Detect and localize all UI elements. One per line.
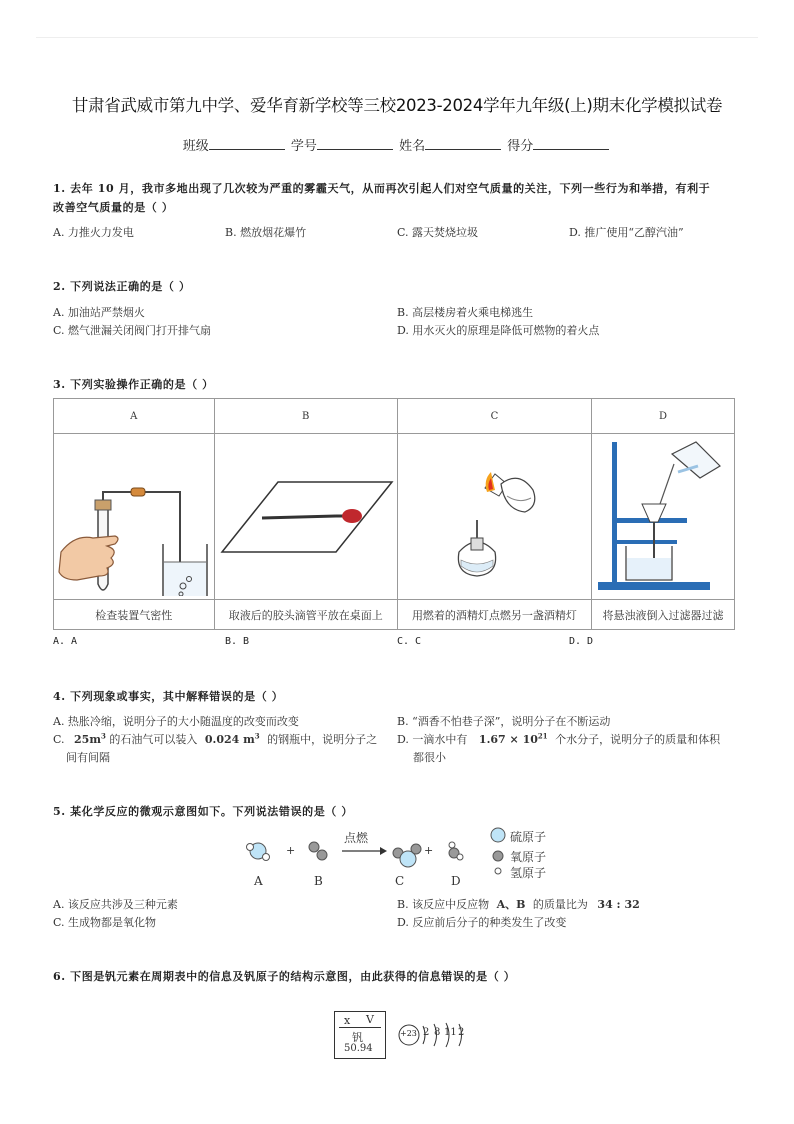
q5-legend-sulfur: 硫原子 xyxy=(510,830,547,844)
q4-volume-2-exp: 3 xyxy=(254,731,260,741)
q3-caption-c: 用燃着的酒精灯点燃另一盏酒精灯 xyxy=(397,600,591,630)
q4-option-d-line2: 都很小 xyxy=(413,751,446,764)
q5-plus-2: + xyxy=(424,844,434,857)
score-label: 得分 xyxy=(507,139,534,154)
q5-legend-hydrogen: 氢原子 xyxy=(510,866,547,880)
q2-option-d[interactable]: D. 用水灭火的原理是降低可燃物的着火点 xyxy=(397,324,600,337)
cell-mass: 50.94 xyxy=(344,1043,373,1054)
q3-picture-d xyxy=(592,434,735,600)
q3-header-d: D xyxy=(592,399,735,434)
q1-option-a[interactable]: A. 力推火力发电 xyxy=(53,226,134,239)
q4-volume-1: 25m xyxy=(74,733,101,746)
q4-option-d-prefix: D. 一滴水中有 xyxy=(397,733,468,746)
q4-volume-2: 0.024 m xyxy=(204,733,255,746)
q3-option-d[interactable]: D. D xyxy=(569,636,594,647)
airtightness-check-illustration xyxy=(55,434,213,596)
q5-option-a[interactable]: A. 该反应共涉及三种元素 xyxy=(53,898,178,911)
cell-name: 钒 xyxy=(352,1031,363,1044)
q5-label-d: D xyxy=(451,874,461,888)
q5-condition: 点燃 xyxy=(344,831,369,845)
q4-molecule-count: 1.67 × 10 xyxy=(478,733,538,746)
lamp-lighting-illustration xyxy=(399,434,589,596)
q3-caption-b: 取液后的胶头滴管平放在桌面上 xyxy=(214,600,397,630)
filtration-illustration xyxy=(592,434,734,596)
q5-option-b-prefix: B. 该反应中反应物 xyxy=(397,898,490,911)
q3-header-a: A xyxy=(54,399,215,434)
score-blank[interactable] xyxy=(533,137,609,150)
q3-stem: 3. 下列实验操作正确的是（ ） xyxy=(53,378,214,391)
q5-label-c: C xyxy=(395,874,405,888)
cell-x: x xyxy=(344,1014,351,1027)
cell-divider xyxy=(339,1027,381,1028)
name-blank[interactable] xyxy=(425,137,501,150)
q3-picture-c xyxy=(397,434,591,600)
q5-option-b-mid: 的质量比为 xyxy=(532,898,588,911)
q1-option-d[interactable]: D. 推广使用“乙醇汽油” xyxy=(569,226,684,239)
q3-option-a[interactable]: A. A xyxy=(53,636,78,647)
student-id-blank[interactable] xyxy=(317,137,393,150)
q4-option-a[interactable]: A. 热胀冷缩，说明分子的大小随温度的改变而改变 xyxy=(53,715,299,728)
q1-stem-line1: 1. 去年 10 月，我市多地出现了几次较为严重的雾霾天气，从而再次引起人们对空气质量的关注，下列一些行为和举措，有利于 xyxy=(53,182,711,195)
q3-caption-a: 检查装置气密性 xyxy=(54,600,215,630)
q2-stem: 2. 下列说法正确的是（ ） xyxy=(53,280,191,293)
cell-symbol: V xyxy=(366,1013,374,1026)
q5-label-a: A xyxy=(254,874,263,888)
q3-picture-b xyxy=(214,434,397,600)
nucleus-charge: +23 xyxy=(400,1029,417,1038)
student-info-row xyxy=(0,135,794,154)
q2-option-a[interactable]: A. 加油站严禁烟火 xyxy=(53,306,145,319)
q1-stem-line2: 改善空气质量的是（ ） xyxy=(53,201,174,214)
class-blank[interactable] xyxy=(209,137,285,150)
q5-option-d[interactable]: D. 反应前后分子的种类发生了改变 xyxy=(397,916,567,929)
q4-stem: 4. 下列现象或事实，其中解释错误的是（ ） xyxy=(53,690,284,703)
q3-table xyxy=(53,398,735,630)
q5-option-c[interactable]: C. 生成物都是氧化物 xyxy=(53,916,157,929)
q4-option-c-line2: 间有间隔 xyxy=(66,751,110,764)
q4-volume-1-exp: 3 xyxy=(100,731,106,741)
q5-plus-1: + xyxy=(286,844,296,857)
q2-option-b[interactable]: B. 高层楼房着火乘电梯逃生 xyxy=(397,306,534,319)
q5-mass-ratio: 34 : 32 xyxy=(597,898,640,911)
q3-caption-d: 将悬浊液倒入过滤器过滤 xyxy=(592,600,735,630)
vanadium-atom-structure xyxy=(396,1020,476,1050)
student-id-label: 学号 xyxy=(290,139,317,154)
q5-label-b: B xyxy=(314,874,323,888)
q5-option-b[interactable] xyxy=(397,896,640,912)
vanadium-periodic-cell xyxy=(334,1011,386,1059)
q4-option-d[interactable] xyxy=(397,731,737,747)
q5-reaction-diagram xyxy=(240,825,580,891)
q2-option-c[interactable]: C. 燃气泄漏关闭阀门打开排气扇 xyxy=(53,324,212,337)
q5-legend-oxygen: 氧原子 xyxy=(510,850,547,864)
q5-stem: 5. 某化学反应的微观示意图如下。下列说法错误的是（ ） xyxy=(53,805,353,818)
q3-option-c[interactable]: C. C xyxy=(397,636,422,647)
q4-option-c[interactable] xyxy=(53,731,393,747)
dropper-on-table-illustration xyxy=(216,434,396,596)
page-title: 甘肃省武威市第九中学、爱华育新学校等三校2023-2024学年九年级(上)期末化学模拟试卷 xyxy=(71,96,723,115)
q1-option-c[interactable]: C. 露天焚烧垃圾 xyxy=(397,226,479,239)
shell-2: 8 xyxy=(434,1027,441,1038)
q3-header-c: C xyxy=(397,399,591,434)
q4-option-c-post: 的钢瓶中，说明分子之 xyxy=(267,733,378,746)
q5-reactants-ab: A、B xyxy=(496,898,526,911)
shell-1: 2 xyxy=(423,1027,430,1038)
q1-option-b[interactable]: B. 燃放烟花爆竹 xyxy=(225,226,307,239)
class-label: 班级 xyxy=(182,139,209,154)
shell-3: 11 xyxy=(444,1027,457,1038)
q4-option-d-post: 个水分子，说明分子的质量和体积 xyxy=(555,733,721,746)
q4-molecule-count-exp: 21 xyxy=(537,731,548,741)
q3-option-b[interactable]: B. B xyxy=(225,636,250,647)
shell-4: 2 xyxy=(458,1027,465,1038)
top-divider xyxy=(36,37,758,38)
q4-option-c-mid: 的石油气可以装入 xyxy=(109,733,198,746)
q4-option-b[interactable]: B. “酒香不怕巷子深”，说明分子在不断运动 xyxy=(397,715,611,728)
q6-stem: 6. 下图是钒元素在周期表中的信息及钒原子的结构示意图，由此获得的信息错误的是（ ） xyxy=(53,970,516,983)
q4-option-c-prefix: C. xyxy=(53,733,65,746)
q3-header-b: B xyxy=(214,399,397,434)
q3-picture-a xyxy=(54,434,215,600)
name-label: 姓名 xyxy=(399,139,426,154)
